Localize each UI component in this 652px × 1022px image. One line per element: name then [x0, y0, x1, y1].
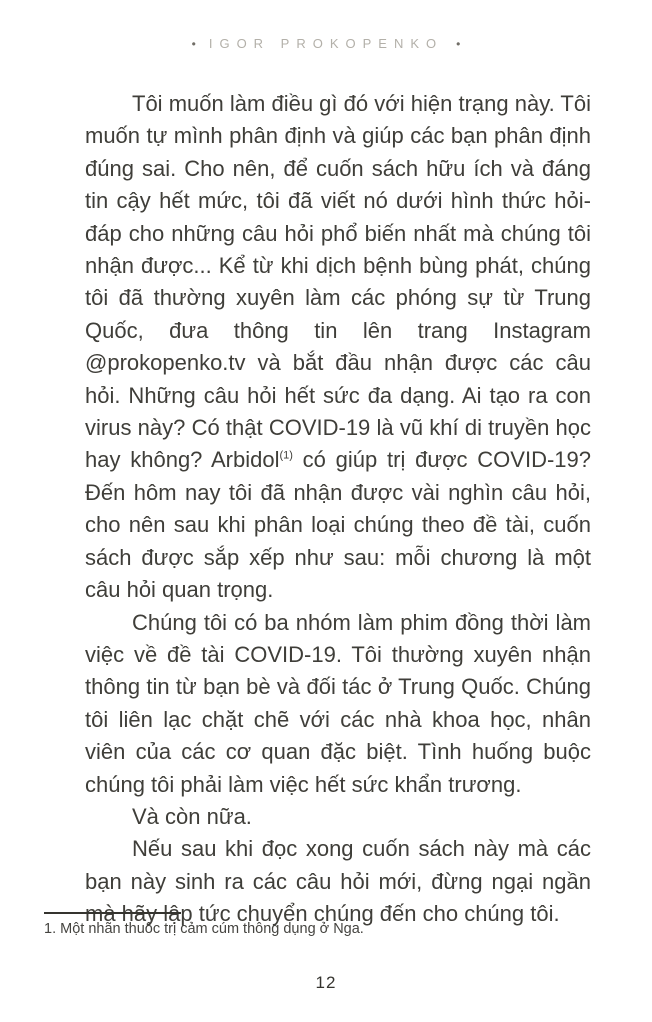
- footnote-divider: [44, 912, 181, 914]
- running-head-author: IGOR PROKOPENKO: [208, 36, 444, 51]
- footnote-reference: (1): [279, 450, 293, 463]
- running-head: [0, 36, 652, 51]
- footnote-text: 1. Một nhãn thuốc trị cảm cúm thông dụng ở Nga.: [44, 921, 364, 937]
- header-left-bullet-icon: •: [191, 37, 196, 51]
- header-right-bullet-icon: •: [456, 37, 461, 51]
- body-text: [85, 88, 591, 931]
- paragraph: Tôi muốn làm điều gì đó với hiện trạng này. Tôi muốn tự mình phân định và giúp các bạn phân định đúng sai. Cho nên, để cuốn sách hữu ích và đáng tin cậy hết mức, tôi đã viết nó dưới hình thức hỏi-đáp cho những câu hỏi phổ biến nhất mà chúng tôi nhận được... Kể từ khi dịch bệnh bùng phát, chúng tôi đã thường xuyên làm các phóng sự từ Trung Quốc, đưa thông tin lên trang Instagram @prokopenko.tv và bắt đầu nhận được các câu hỏi. Những câu hỏi hết sức đa dạng. Ai tạo ra con virus này? Có thật COVID-19 là vũ khí di truyền học hay không? Arbidol$^{(1)}$ có giúp trị được COVID-19? Đến hôm nay tôi đã nhận được vài nghìn câu hỏi, cho nên sau khi phân loại chúng theo đề tài, cuốn sách được sắp xếp như sau: mỗi chương là một câu hỏi quan trọng.: [85, 91, 591, 603]
- page-number: 12: [315, 973, 337, 992]
- paragraph: Nếu sau khi đọc xong cuốn sách này mà các bạn này sinh ra các câu hỏi mới, đừng ngại ngần mà hãy lập tức chuyển chúng đến cho chúng tôi.: [85, 836, 591, 927]
- paragraph: Chúng tôi có ba nhóm làm phim đồng thời làm việc về đề tài COVID-19. Tôi thường xuyên nhận thông tin từ bạn bè và đối tác ở Trung Quốc. Chúng tôi liên lạc chặt chẽ với các nhà khoa học, nhân viên của các cơ quan đặc biệt. Tình huống buộc chúng tôi phải làm việc hết sức khẩn trương.: [85, 609, 591, 797]
- footnote: [44, 912, 364, 937]
- paragraph: Và còn nữa.: [132, 803, 252, 829]
